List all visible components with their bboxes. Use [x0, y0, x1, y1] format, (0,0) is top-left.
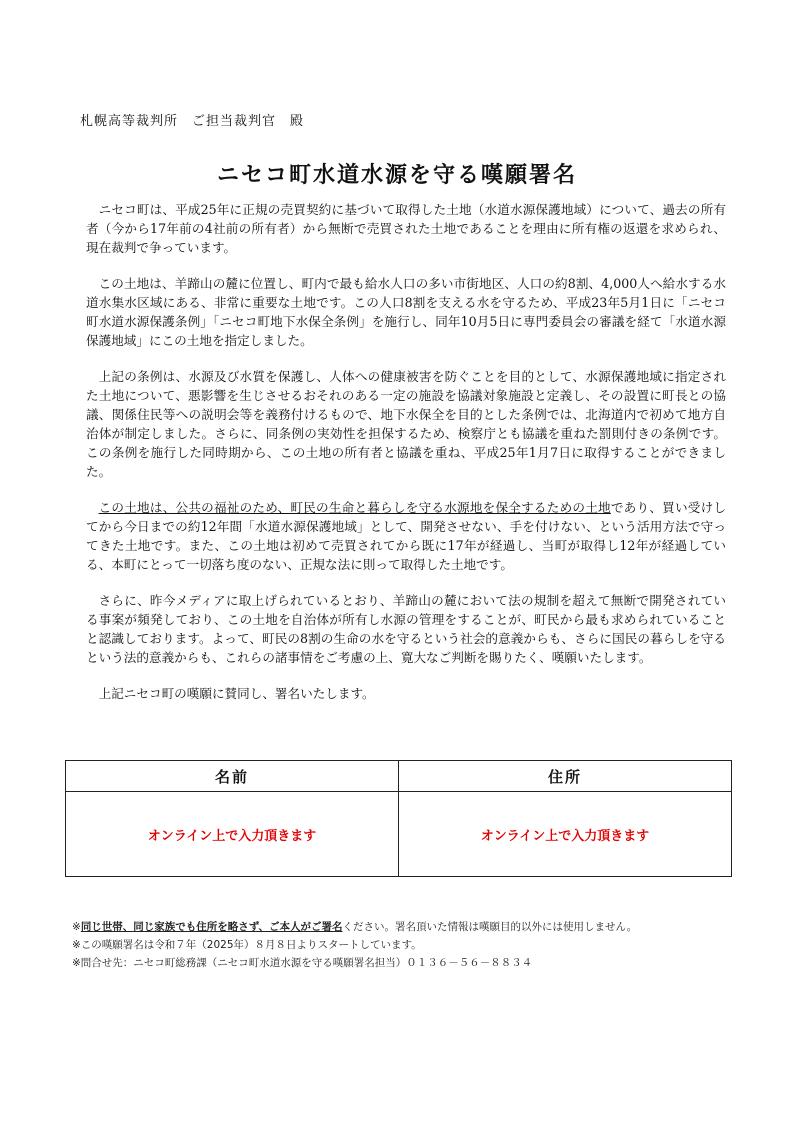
paragraph-4 [86, 498, 726, 574]
paragraph-4-rest: であり、買い受けしてから今日までの約12年間「水道水源保護地域」として、開発させない、手を付けない、という活用方法で守ってきた土地です。また、この土地は初めて売買されてから既に17年が経過し、当町が取得し12年が経過している、本町にとって一切落ち度のない、正規な法に則って取得した土地です。 [86, 500, 727, 572]
page-title: ニセコ町水道水源を守る嘆願署名 [216, 163, 577, 188]
note-1-emphasis: 同じ世帯、同じ家族でも住所を略さず、ご本人がご署名 [80, 921, 343, 933]
note-2: ※この嘆願署名は令和７年（2025年）８月８日よりスタートしています。 [72, 939, 422, 951]
paragraph-3: 上記の条例は、水源及び水質を保護し、人体への健康被害を防ぐことを目的として、水源保護地域に指定された土地について、悪影響を生じさせるおそれのある一定の施設を協議対象施設と定義し、その設置に町長との協議、関係住民等への説明会等を義務付けるもので、地下水保全を目的とした条例では、北海道内で初めて地方自治体が制定しました。さらに、同条例の実効性を担保するため、検察庁とも協議を重ねた罰則付きの条例です。この条例を施行した同時期から、この土地の所有者と協議を重ね、平成25年1月7日に取得することができました。 [86, 369, 726, 479]
signature-table [65, 760, 732, 877]
petition-body [86, 200, 726, 703]
paragraph-4-underlined: この土地は、公共の福祉のため、町民の生命と暮らしを守る水源地を保全するための土地 [98, 500, 611, 515]
paragraph-1: ニセコ町は、平成25年に正規の売買契約に基づいて取得した土地（水道水源保護地域）について、過去の所有者（今から17年前の4社前の所有者）から無断で売買された土地であることを理由に所有権の返還を求められ、現在裁判で争っています。 [86, 202, 726, 255]
note-3: ※問合せ先：ニセコ町総務課（ニセコ町水道水源を守る嘆願署名担当）０１３６－５６－８８３４ [72, 957, 533, 969]
address-column-header: 住所 [399, 761, 732, 792]
name-column-header: 名前 [66, 761, 399, 792]
note-1-prefix: ※ [72, 921, 81, 933]
note-1 [72, 918, 762, 936]
name-field[interactable]: オンライン上で入力頂きます [66, 792, 399, 877]
note-1-rest: ください。署名頂いた情報は嘆願目的以外には使用しません。 [342, 921, 638, 933]
signature-row [66, 792, 732, 877]
paragraph-2: この土地は、羊蹄山の麓に位置し、町内で最も給水人口の多い市街地区、人口の約8割、4,000人へ給水する水道水集水区域にある、非常に重要な土地です。この人口8割を支える水を守るため、平成23年5月1日に「ニセコ町水道水源保護条例」「ニセコ町地下水保全条例」を施行し、同年10月5日に専門委員会の審議を経て「水道水源保護地域」にこの土地を指定しました。 [86, 276, 726, 348]
signature-table-header [66, 761, 732, 792]
agreement-line: 上記ニセコ町の嘆願に賛同し、署名いたします。 [98, 686, 375, 701]
footnotes [72, 918, 762, 972]
addressee-line: 札幌高等裁判所 ご担当裁判官 殿 [80, 114, 305, 129]
address-field[interactable]: オンライン上で入力頂きます [399, 792, 732, 877]
paragraph-5: さらに、昨今メディアに取上げられているとおり、羊蹄山の麓において法の規制を超えて無断で開発されている事案が頻発しており、この土地を自治体が所有し水源の管理をすることが、町民から最も求められていることと認識しております。よって、町民の8割の生命の水を守るという社会的意義からも、さらに国民の暮らしを守るという法的意義からも、これらの諸事情をご考慮の上、寛大なご判断を賜りたく、嘆願いたします。 [86, 593, 726, 665]
